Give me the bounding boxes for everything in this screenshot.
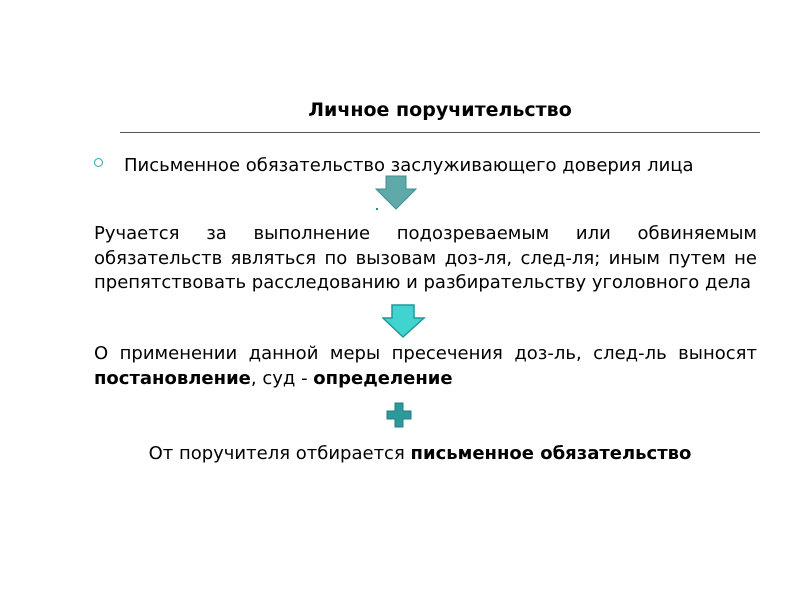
bold-resolution: постановление [94, 367, 251, 389]
plus-icon [386, 402, 412, 428]
paragraph-guarantee: Ручается за выполнение подозреваемым или обвиняемым обязательств являться по вызовам доз-ля, след-ля; иным путем не препятствовать расследованию и разбирательству уголовного дела [94, 223, 757, 293]
title-divider [120, 132, 760, 133]
final-statement [100, 442, 740, 466]
bold-ruling: определение [313, 367, 453, 389]
paragraph-decision [94, 342, 757, 391]
slide-title: Личное поручительство [308, 99, 572, 121]
final-statement-lead: От поручителя отбирается [148, 443, 411, 464]
bullet-item [94, 154, 774, 180]
arrow-down-icon [374, 175, 418, 213]
arrow-down-icon [382, 304, 426, 340]
paragraph-decision-middle: , суд - [250, 367, 314, 389]
bullet-text: Письменное обязательство заслуживающего доверия лица [124, 155, 694, 176]
circle-bullet-icon [94, 158, 103, 167]
bold-written-obligation: письменное обязательство [410, 443, 692, 464]
paragraph-decision-lead: О применении данной меры пресечения доз-ль, след-ль выносят [94, 343, 757, 364]
